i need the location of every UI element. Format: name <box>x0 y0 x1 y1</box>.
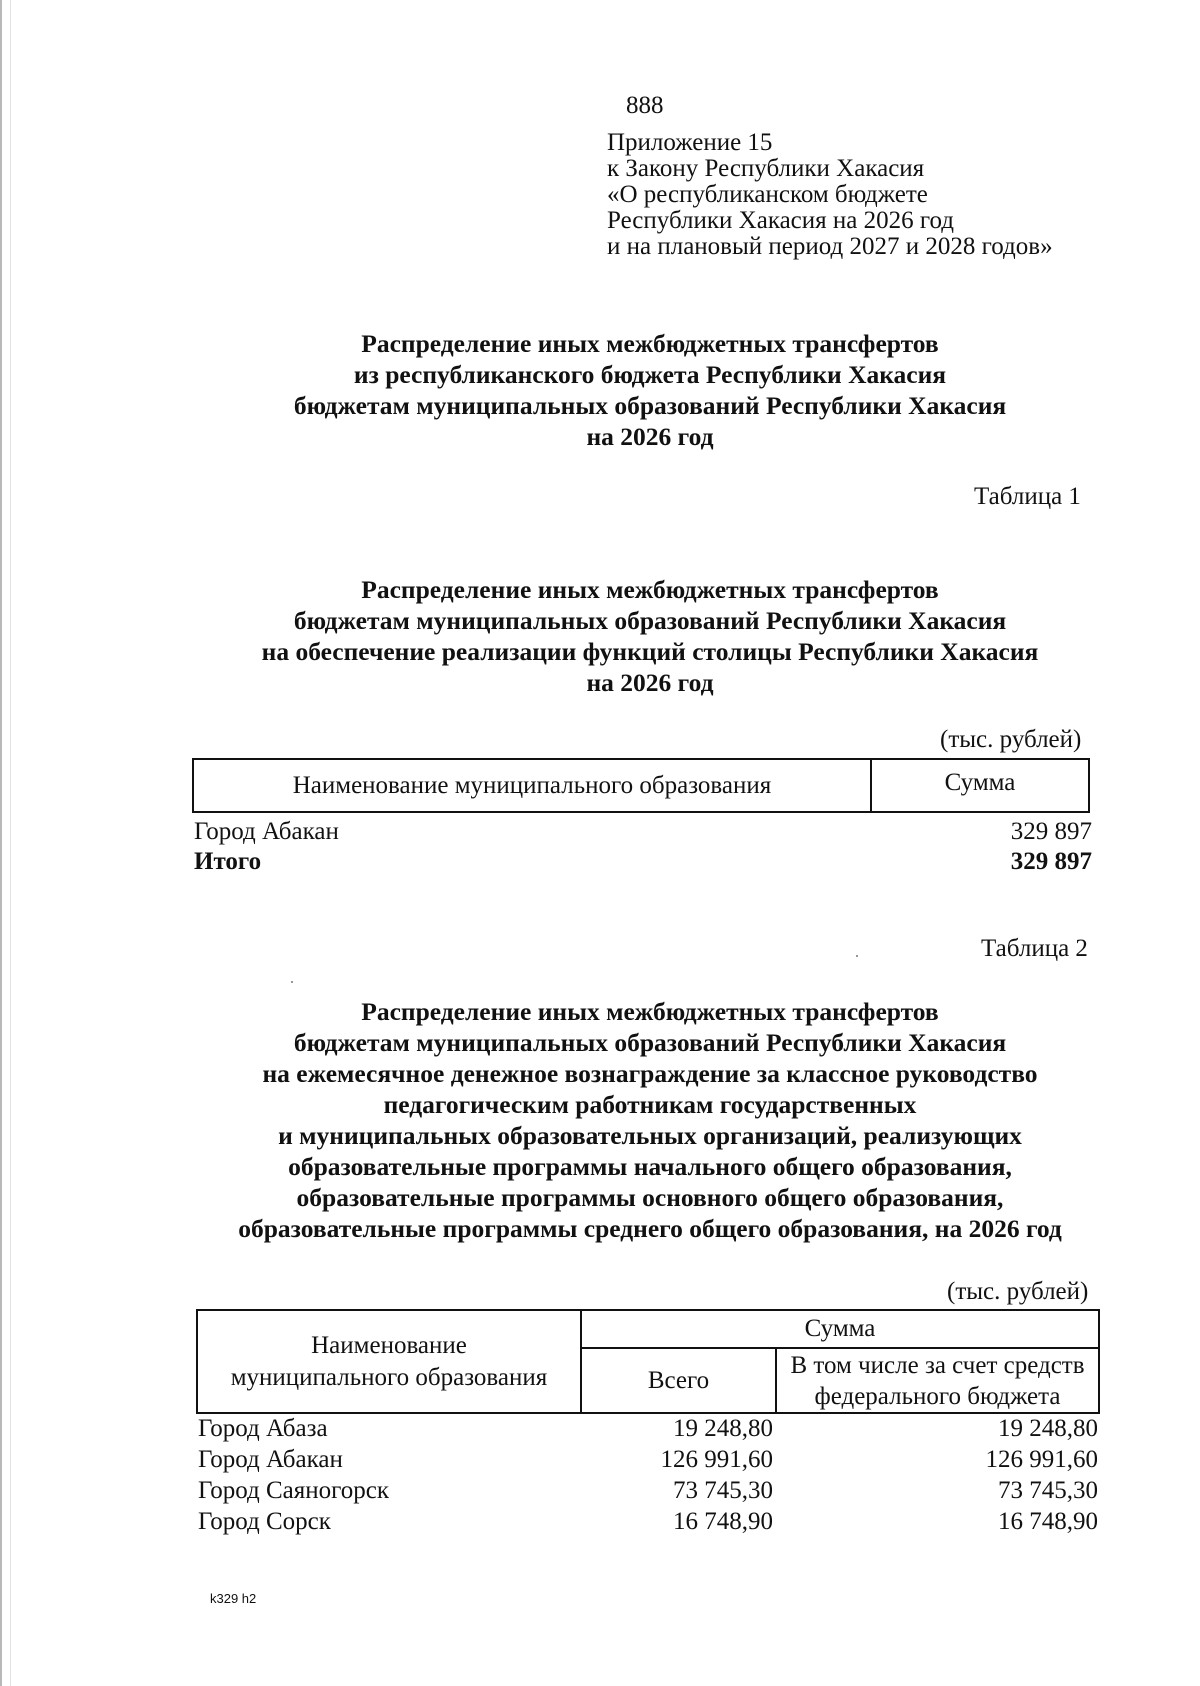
table2-header-name-line: Наименование <box>311 1331 467 1359</box>
scan-edge <box>0 0 2 1686</box>
table2-row-name: Город Абакан <box>198 1446 343 1473</box>
main-title-line: из республиканского бюджета Республики Хакасия <box>353 360 947 389</box>
appendix-line: к Закону Республики Хакасия <box>607 155 925 182</box>
table2-row-total: 73 745,30 <box>673 1477 773 1504</box>
table2-row <box>196 1477 1100 1508</box>
table2-title-line: образовательные программы основного общего образования, <box>296 1183 1004 1212</box>
table2-title-line: образовательные программы начального общего образования, <box>288 1152 1012 1181</box>
table2-title-line: педагогическим работникам государственных <box>383 1090 917 1119</box>
table1-header-name: Наименование муниципального образования <box>194 760 872 811</box>
table2-header-federal-line: федерального бюджета <box>814 1382 1061 1410</box>
table1-total-sum: 329 897 <box>1010 848 1092 875</box>
appendix-line: Приложение 15 <box>607 129 773 156</box>
table2-label: Таблица 2 <box>981 935 1088 962</box>
table2-row-total: 19 248,80 <box>673 1415 773 1442</box>
table1-header-sum: Сумма <box>944 768 1016 796</box>
table2-row-federal: 19 248,80 <box>998 1415 1098 1442</box>
table2-row-name: Город Сорск <box>198 1508 331 1535</box>
table1-row-name: Город Абакан <box>194 818 339 845</box>
table1-title-line: на 2026 год <box>586 668 714 697</box>
table2-unit: (тыс. рублей) <box>947 1278 1089 1305</box>
table2-title-line: на ежемесячное денежное вознаграждение за классное руководство <box>262 1059 1038 1088</box>
table2-title-line: бюджетам муниципальных образований Республики Хакасия <box>293 1028 1007 1057</box>
main-title-line: Распределение иных межбюджетных трансфертов <box>361 329 939 358</box>
table2-row-federal: 16 748,90 <box>998 1508 1098 1535</box>
table2-header-sum: Сумма <box>582 1311 1098 1349</box>
table1-title-line: бюджетам муниципальных образований Республики Хакасия <box>293 606 1007 635</box>
table2-title-line: Распределение иных межбюджетных трансфертов <box>361 997 939 1026</box>
table2-row-name: Город Абаза <box>198 1415 328 1442</box>
appendix-line: «О республиканском бюджете <box>607 181 928 208</box>
table2-row-name: Город Саяногорск <box>198 1477 390 1504</box>
footer-code: k329 h2 <box>210 1591 257 1606</box>
table2-header <box>196 1309 1100 1414</box>
table1-total-row <box>194 848 1092 876</box>
table1-title-line: Распределение иных межбюджетных трансфертов <box>361 575 939 604</box>
table1-total-label: Итого <box>194 848 262 875</box>
scan-speck <box>856 955 858 957</box>
table2-header-name-line: муниципального образования <box>230 1363 548 1391</box>
table2-row <box>196 1446 1100 1477</box>
table2-header-name <box>198 1311 582 1412</box>
table2-header-total: Всего <box>582 1349 777 1412</box>
table1-title-line: на обеспечение реализации функций столицы Республики Хакасия <box>261 637 1039 666</box>
table2-header-federal-line: В том числе за счет средств <box>790 1351 1085 1379</box>
appendix-line: и на плановый период 2027 и 2028 годов» <box>607 233 1053 260</box>
table2-row-federal: 126 991,60 <box>985 1446 1098 1473</box>
table2-row-total: 16 748,90 <box>673 1508 773 1535</box>
table1-row-sum: 329 897 <box>1010 818 1092 845</box>
table2-title-line: и муниципальных образовательных организаций, реализующих <box>278 1121 1022 1150</box>
appendix-line: Республики Хакасия на 2026 год <box>607 207 955 234</box>
main-title-line: на 2026 год <box>586 422 714 451</box>
table2-row-federal: 73 745,30 <box>998 1477 1098 1504</box>
table2-row <box>196 1415 1100 1446</box>
table2-title-line: образовательные программы среднего общего образования, на 2026 год <box>238 1214 1062 1243</box>
scan-edge-shadow <box>10 0 11 1686</box>
table2-row <box>196 1508 1100 1539</box>
table1-label: Таблица 1 <box>974 483 1081 510</box>
scan-speck <box>291 981 293 983</box>
page-number: 888 <box>626 92 664 119</box>
table1-header <box>192 758 1090 813</box>
main-title <box>100 328 1200 452</box>
table2-row-total: 126 991,60 <box>660 1446 773 1473</box>
table1-unit: (тыс. рублей) <box>940 726 1082 753</box>
main-title-line: бюджетам муниципальных образований Республики Хакасия <box>293 391 1007 420</box>
appendix-reference <box>607 130 1053 260</box>
table2-header-federal <box>777 1349 1098 1412</box>
table1-row <box>194 818 1092 846</box>
table2-title <box>100 996 1200 1244</box>
table1-title <box>100 574 1200 698</box>
